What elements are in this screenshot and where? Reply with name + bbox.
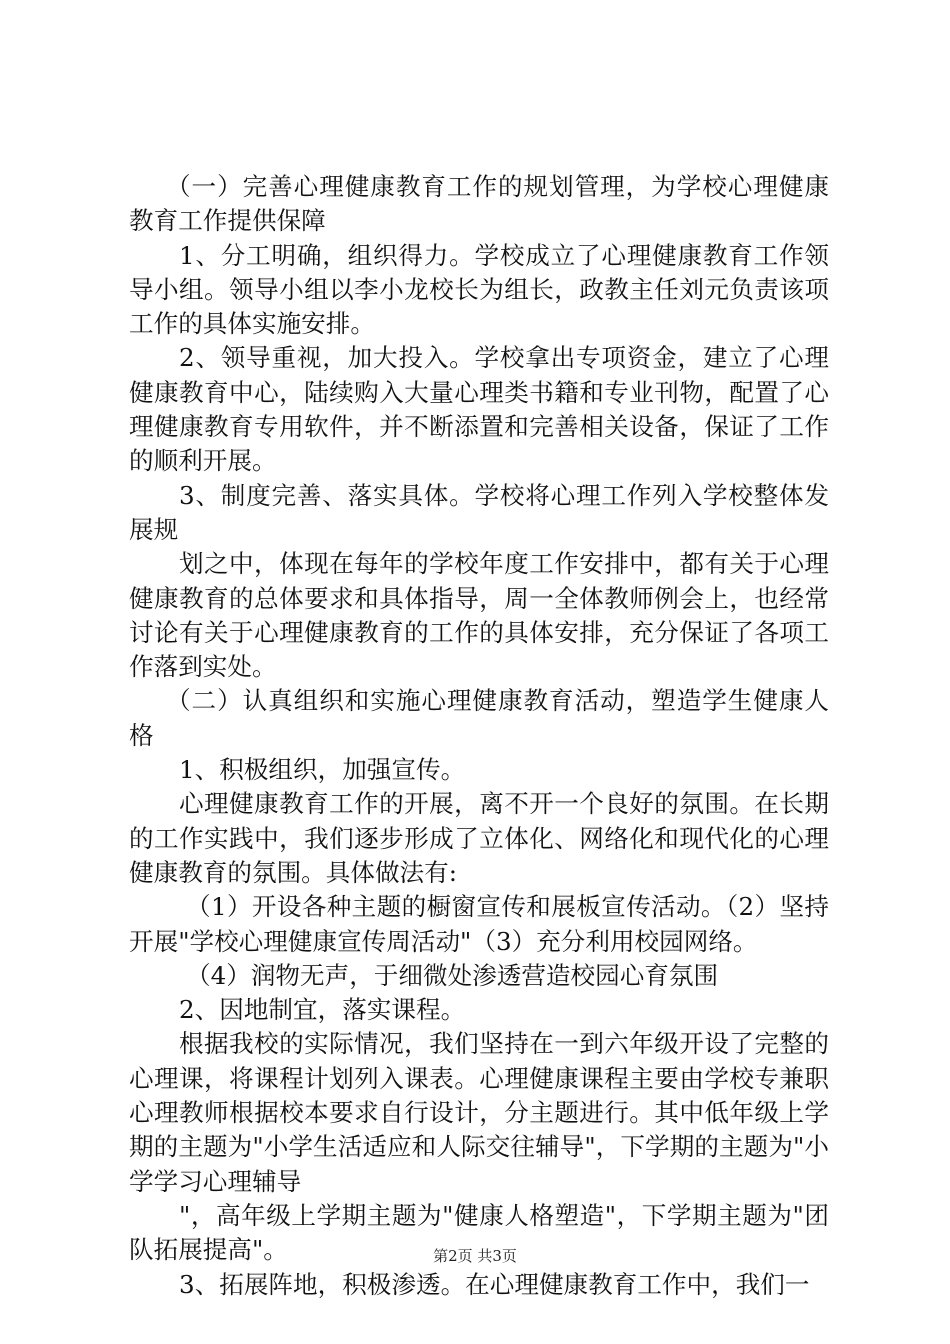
paragraph: 2、因地制宜，落实课程。 [179,995,466,1025]
paragraph: 心理健康教育工作的开展，离不开一个良好的氛围。在长期的工作实践中，我们逐步形成了立体化、网络化和现代化的心理健康教育的氛围。具体做法有: [129,789,829,887]
paragraph: "，高年级上学期主题为"健康人格塑造"，下学期主题为"团队拓展提高"。 [129,1200,829,1265]
document-body [129,170,829,1302]
paragraph: 2、领导重视，加大投入。学校拿出专项资金，建立了心理健康教育中心，陆续购入大量心理类书籍和专业刊物，配置了心理健康教育专用软件，并不断添置和完善相关设备，保证了工作的顺利开展。 [129,343,829,476]
paragraph: 1、分工明确，组织得力。学校成立了心理健康教育工作领导小组。领导小组以李小龙校长为组长，政教主任刘元负责该项工作的具体实施安排。 [129,240,829,339]
paragraph: 3、制度完善、落实具体。学校将心理工作列入学校整体发展规 [129,480,829,544]
page-number: 第2页 共3页 [433,1247,517,1265]
section-heading-1: （一）完善心理健康教育工作的规划管理，为学校心理健康教育工作提供保障 [129,172,829,236]
paragraph: 划之中，体现在每年的学校年度工作安排中，都有关于心理健康教育的总体要求和具体指导，周一全体教师例会上，也经常讨论有关于心理健康教育的工作的具体安排，充分保证了各项工作落到实处。 [129,549,829,682]
section-heading-2: （二）认真组织和实施心理健康教育活动，塑造学生健康人格 [129,686,829,750]
paragraph: （4）润物无声，于细微处渗透营造校园心育氛围 [186,960,719,990]
paragraph: 3、拓展阵地，积极渗透。在心理健康教育工作中，我们一 [179,1269,810,1299]
paragraph: 根据我校的实际情况，我们坚持在一到六年级开设了完整的心理课，将课程计划列入课表。心理健康课程主要由学校专兼职心理教师根据校本要求自行设计，分主题进行。其中低年级上学期的主题为"小学生活适应和人际交往辅导"，下学期的主题为"小学学习心理辅导 [129,1029,829,1196]
paragraph: （1）开设各种主题的橱窗宣传和展板宣传活动。（2）坚持开展"学校心理健康宣传周活动"（3）充分利用校园网络。 [129,892,829,956]
paragraph: 1、积极组织，加强宣传。 [179,755,466,785]
